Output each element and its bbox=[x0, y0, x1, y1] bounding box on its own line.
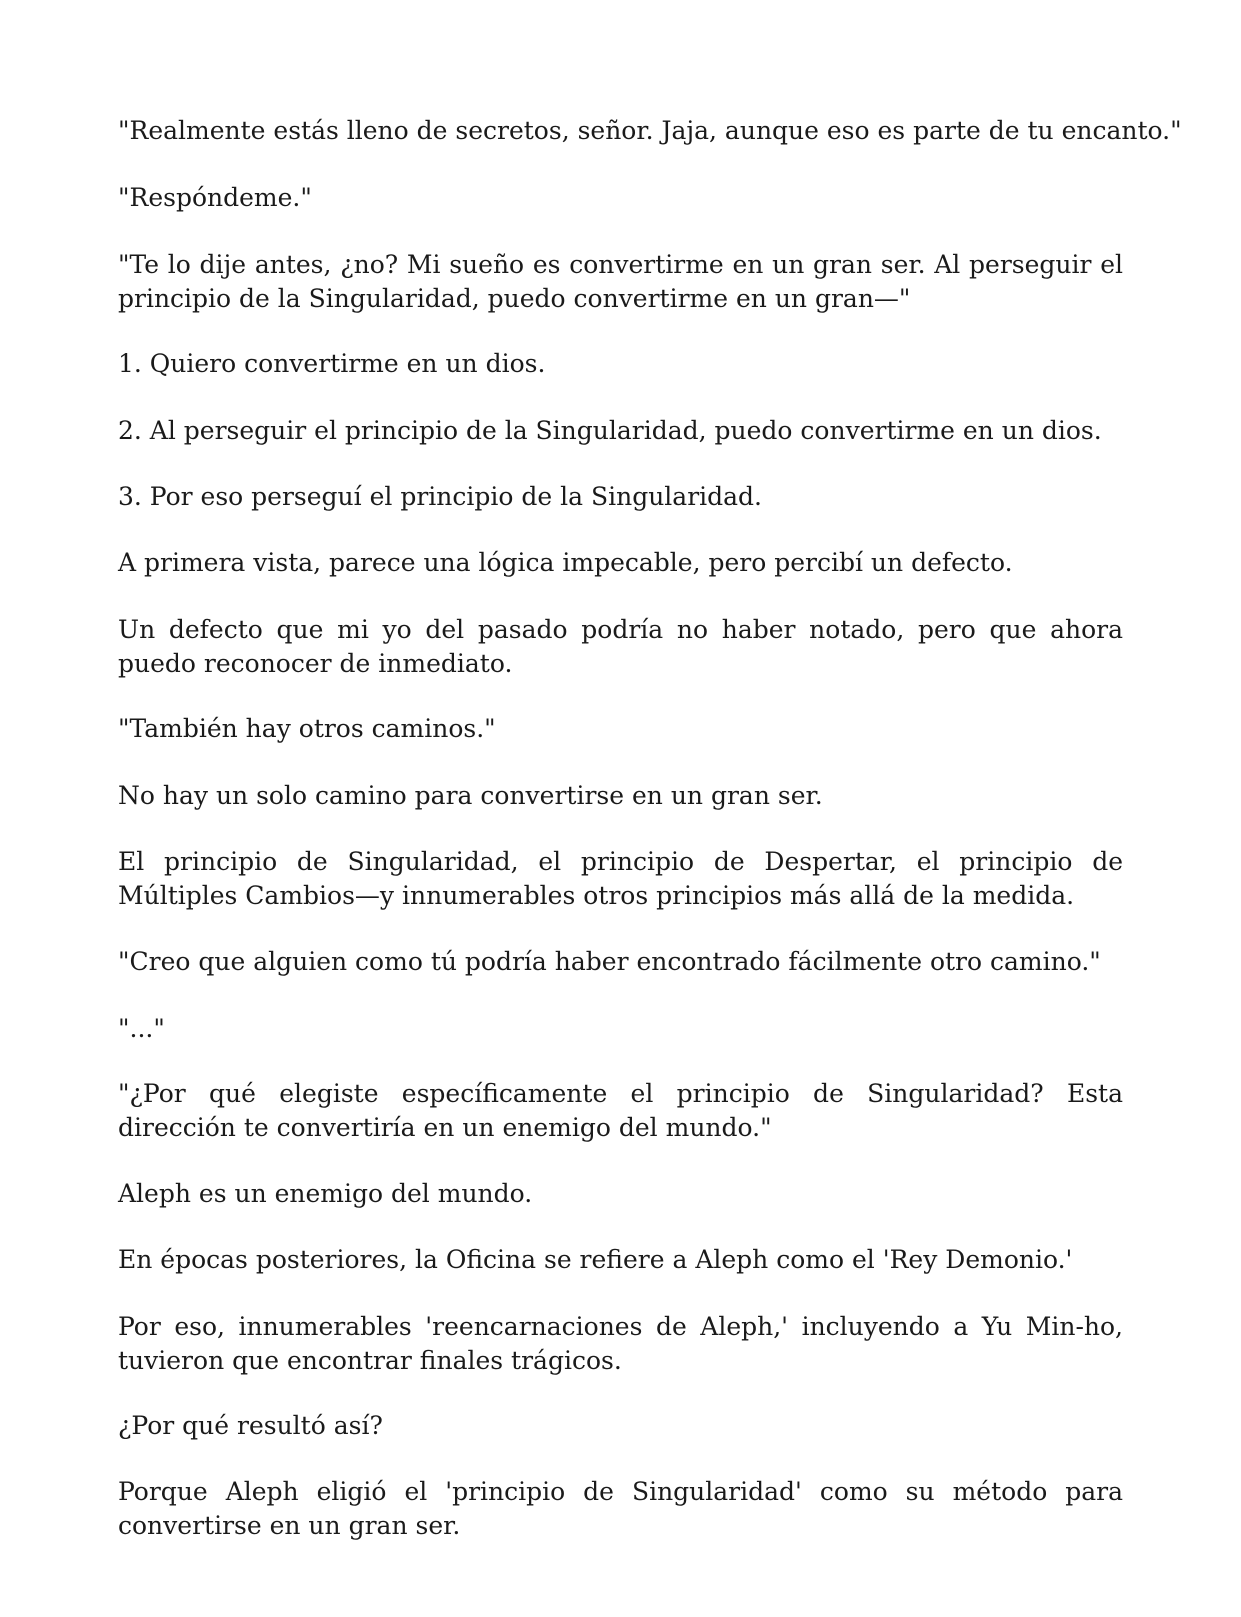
paragraph-11: El principio de Singularidad, el principio de Despertar, el principio de Múltiples Cambios—y innumerables otros principios más allá de la medida. bbox=[118, 847, 1123, 910]
paragraph-3: "Te lo dije antes, ¿no? Mi sueño es convertirme en un gran ser. Al perseguir el principio de la Singularidad, puedo convertirme en un gran—" bbox=[118, 250, 1123, 313]
paragraph-1: "Realmente estás lleno de secretos, señor. Jaja, aunque eso es parte de tu encanto." bbox=[118, 116, 1182, 145]
paragraph-12: "Creo que alguien como tú podría haber encontrado fácilmente otro camino." bbox=[118, 947, 1101, 976]
paragraph-6: 3. Por eso perseguí el principio de la Singularidad. bbox=[118, 482, 763, 511]
paragraph-4: 1. Quiero convertirme en un dios. bbox=[118, 349, 546, 378]
paragraph-8: Un defecto que mi yo del pasado podría no haber notado, pero que ahora puedo reconocer de inmediato. bbox=[118, 615, 1123, 678]
paragraph-2: "Respóndeme." bbox=[118, 183, 312, 212]
paragraph-19: Porque Aleph eligió el 'principio de Singularidad' como su método para convertirse en un gran ser. bbox=[118, 1477, 1123, 1540]
paragraph-13: "..." bbox=[118, 1014, 165, 1043]
paragraph-7: A primera vista, parece una lógica impecable, pero percibí un defecto. bbox=[118, 548, 1013, 577]
paragraph-17: Por eso, innumerables 'reencarnaciones de Aleph,' incluyendo a Yu Min-ho, tuvieron que encontrar finales trágicos. bbox=[118, 1312, 1123, 1375]
paragraph-5: 2. Al perseguir el principio de la Singularidad, puedo convertirme en un dios. bbox=[118, 416, 1102, 445]
paragraph-14: "¿Por qué elegiste específicamente el principio de Singularidad? Esta dirección te convertiría en un enemigo del mundo." bbox=[118, 1079, 1123, 1142]
paragraph-10: No hay un solo camino para convertirse en un gran ser. bbox=[118, 781, 823, 810]
paragraph-15: Aleph es un enemigo del mundo. bbox=[118, 1179, 533, 1208]
paragraph-18: ¿Por qué resultó así? bbox=[118, 1411, 383, 1440]
paragraph-9: "También hay otros caminos." bbox=[118, 714, 496, 743]
paragraph-16: En épocas posteriores, la Oficina se refiere a Aleph como el 'Rey Demonio.' bbox=[118, 1245, 1073, 1274]
